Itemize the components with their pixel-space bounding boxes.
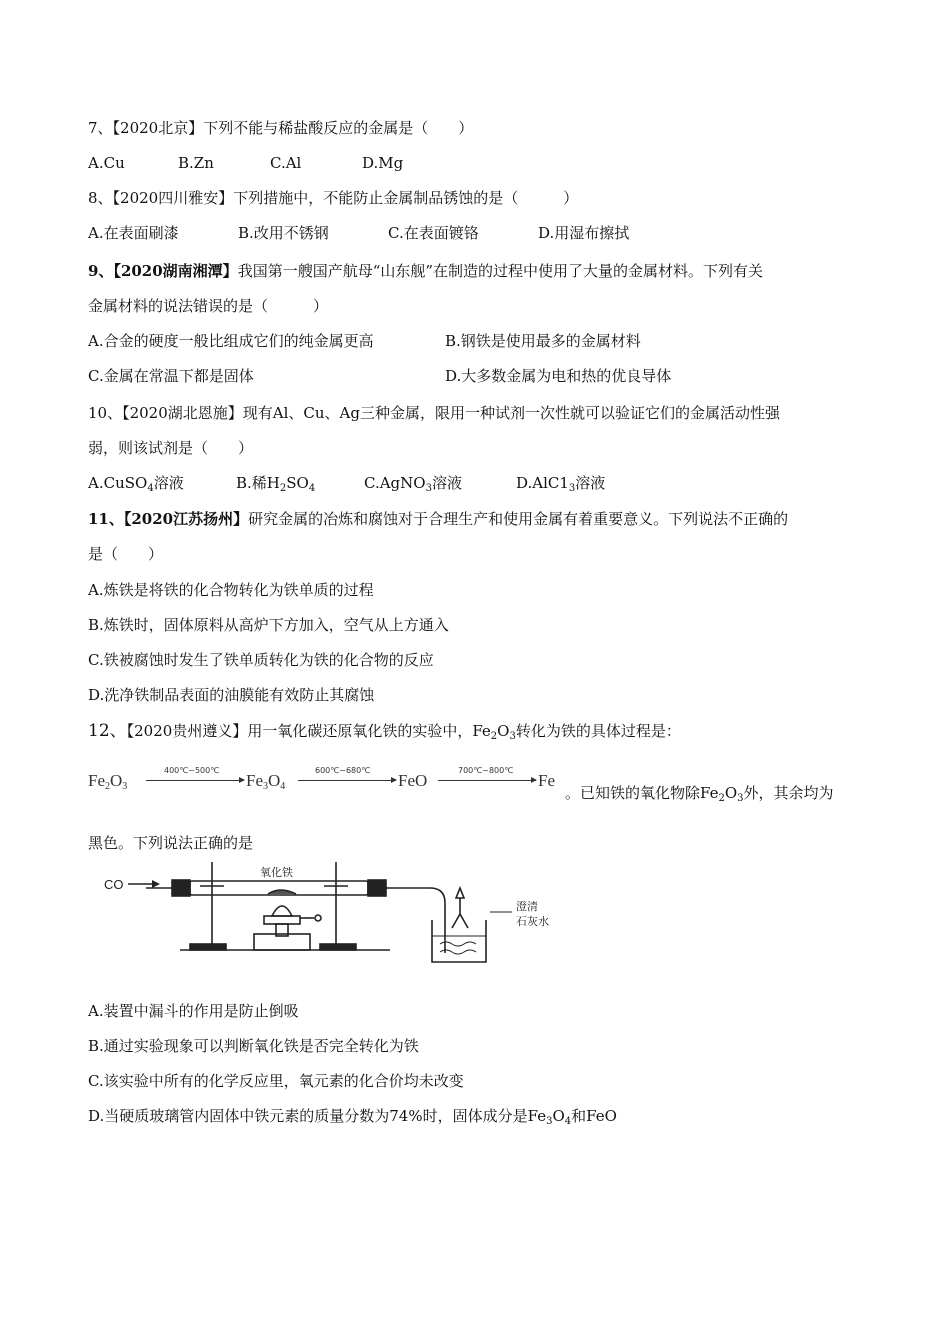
reaction-condition-1: 400℃~500℃ <box>164 766 220 775</box>
reaction-species-fe3o4: $Fe_3O_4$ <box>246 771 286 792</box>
reaction-species-fe2o3: $Fe_2O_3$ <box>88 771 128 792</box>
q8-option-a: A.在表面刷漆 <box>88 224 179 242</box>
q10-option-d: $D.AlC1_3$溶液 <box>516 474 606 494</box>
q9-source: 【2020湖南湘潭】 <box>113 262 238 280</box>
q8-option-b: B.改用不锈钢 <box>238 224 329 242</box>
beaker <box>432 920 486 962</box>
reaction-arrow-1 <box>146 780 244 781</box>
reaction-species-feo: FeO <box>398 771 428 790</box>
funnel <box>452 914 468 928</box>
q11-source: 【2020江苏扬州】 <box>123 510 249 528</box>
q11-stem-text: 研究金属的冶炼和腐蚀对于合理生产和使用金属有着重要意义。下列说法不正确的 <box>248 510 789 528</box>
q12-stem-line1: 12、【2020贵州遵义】用一氧化碳还原氧化铁的实验中，$Fe_2O_3$转化为铁的具体过程是： <box>88 721 681 742</box>
q9-option-b: B.钢铁是使用最多的金属材料 <box>445 332 641 350</box>
right-stopper <box>368 880 386 896</box>
limewater-label-1: 澄清 <box>516 900 538 913</box>
tube-label: 氧化铁 <box>260 866 293 879</box>
reaction-condition-2: 600℃~680℃ <box>315 766 371 775</box>
q11-stem-line1 <box>88 509 788 529</box>
q7-stem: 7、【2020北京】下列不能与稀盐酸反应的金属是（ ） <box>88 119 474 137</box>
reaction-arrow-2 <box>298 780 396 781</box>
q9-option-a: A.合金的硬度一般比组成它们的纯金属更高 <box>88 332 374 350</box>
q7-option-a: A.Cu <box>88 154 125 172</box>
q7-option-c: C.Al <box>270 154 302 172</box>
q7-option-b: B.Zn <box>178 154 214 172</box>
q12-number: 12、 <box>88 721 127 741</box>
q8-option-d: D.用湿布擦拭 <box>538 224 630 242</box>
reaction-condition-3: 700℃~800℃ <box>458 766 514 775</box>
q9-stem-text: 我国第一艘国产航母“山东舰”在制造的过程中使用了大量的金属材料。下列有关 <box>237 262 764 280</box>
q8-option-c: C.在表面镀铬 <box>388 224 479 242</box>
q12-option-d: D.当硬质玻璃管内固体中铁元素的质量分数为74%时，固体成分是$Fe_3O_4$和FeO <box>88 1107 617 1127</box>
left-stopper <box>172 880 190 896</box>
q10-stem-line2: 弱，则该试剂是（ ） <box>88 439 254 457</box>
q8-stem: 8、【2020四川雅安】下列措施中，不能防止金属制品锈蚀的是（ ） <box>88 189 579 207</box>
q9-stem-line1 <box>88 261 763 281</box>
limewater-label-2: 石灰水 <box>516 915 549 928</box>
q9-number: 9、 <box>88 262 114 280</box>
q11-option-d: D.洗净铁制品表面的油膜能有效防止其腐蚀 <box>88 686 375 704</box>
q11-option-a: A.炼铁是将铁的化合物转化为铁单质的过程 <box>88 581 374 599</box>
q12-stem-line2-tail: 。已知铁的氧化物除$Fe_2O_3$外，其余均为 <box>565 784 834 804</box>
q9-stem-line2: 金属材料的说法错误的是（ ） <box>88 297 329 315</box>
q11-stem-line2: 是（ ） <box>88 545 164 563</box>
q11-option-b: B.炼铁时，固体原料从高炉下方加入，空气从上方通入 <box>88 616 449 634</box>
q7-option-d: D.Mg <box>362 154 404 172</box>
flame-icon <box>272 906 292 916</box>
q10-stem-line1: 10、【2020湖北恩施】现有Al、Cu、Ag三种金属，限用一种试剂一次性就可以验证它们的金属活动性强 <box>88 404 780 422</box>
q12-option-c: C.该实验中所有的化学反应里，氧元素的化合价均未改变 <box>88 1072 464 1090</box>
q11-option-c: C.铁被腐蚀时发生了铁单质转化为铁的化合物的反应 <box>88 651 434 669</box>
q9-option-c: C.金属在常温下都是固体 <box>88 367 254 385</box>
q10-option-c: C.AgNO$_3$溶液 <box>364 474 462 494</box>
q12-stem-line3: 黑色。下列说法正确的是 <box>88 834 254 852</box>
co-label: CO <box>104 877 124 892</box>
q12-option-b: B.通过实验现象可以判断氧化铁是否完全转化为铁 <box>88 1037 419 1055</box>
q9-option-d: D.大多数金属为电和热的优良导体 <box>445 367 672 385</box>
reaction-equation <box>88 766 568 796</box>
q10-option-b: B.稀$H_2SO_4$ <box>236 474 316 494</box>
burner-head <box>264 916 300 924</box>
outlet-tube <box>386 888 445 953</box>
q12-option-a: A.装置中漏斗的作用是防止倒吸 <box>88 1002 299 1020</box>
q10-option-a: A.CuSO$_4$溶液 <box>88 474 184 494</box>
reaction-arrow-3 <box>438 780 536 781</box>
co-reduction-apparatus <box>100 858 600 970</box>
reaction-species-fe: Fe <box>538 771 555 790</box>
q11-number: 11、 <box>88 510 124 528</box>
